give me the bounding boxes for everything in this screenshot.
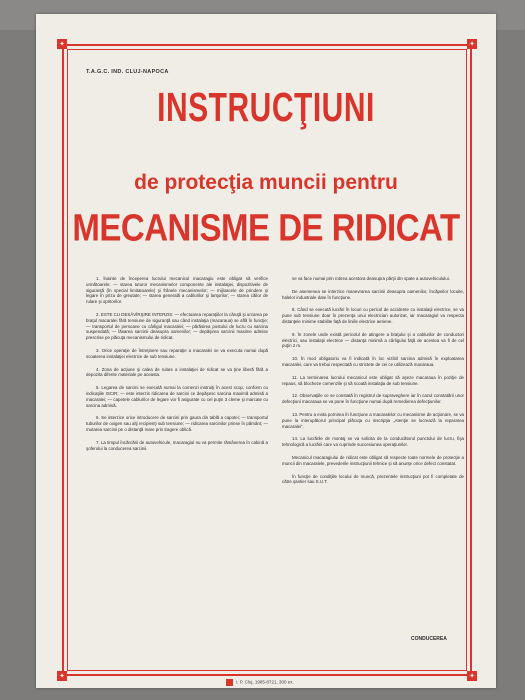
- instruction-paragraph: 13. Pentru a evita pornirea în funcţiune a macaralelor cu mecanisme de acţionare, se va pune la interupătorul principal plăcuţa cu inscripţia „Atenţie se lucrează la repararea macaralei”.: [282, 411, 464, 429]
- instruction-paragraph: 3. Orice operaţie de întreţinere sau reparaţie a macaralei se va executa numai după scoaterea instalaţiei electrice de sub tensiune.: [86, 347, 268, 359]
- title-line-3: MECANISME DE RIDICAT: [72, 206, 460, 249]
- instruction-paragraph: 9. În zonele unde există pericolul de atingere a braţului şi a cablurilor de conductori electrici, sau instalaţii electrice — distanţa minimă a cârligului faţă de acestea va fi de cel puţin 2 m.: [282, 331, 464, 349]
- corner-ornament-icon: ✦: [467, 39, 477, 49]
- corner-ornament-icon: ✦: [57, 39, 67, 49]
- printer-imprint: [226, 679, 294, 686]
- instruction-paragraph: 12. Observaţiile ce se constată în registrul de supraveghere iar în cazul constatării unor defecţiuni macaraua se va pune în funcţiune numai după remedierea defecţiunilor.: [282, 393, 464, 405]
- left-column: [86, 276, 268, 458]
- instruction-paragraph: 14. La lucrările de montaj se va solicita de la conducătorul punctului de lucru, fişa tehnologică a lucrării care va cuprinde succesiunea operaţiunilor.: [282, 436, 464, 448]
- instruction-paragraph: 2. ESTE CU DESĂVÎRŞIRE INTERZIS: — efectuarea reparaţiilor la căruţă şi urcarea pe braţul macaralei fără tensiune de siguranţă sau când instalaţia (macaraua) se află în funcţie; — transportul de persoane cu cârligul macaralei; — părăsirea postului de lucru cu sarcina suspendată; — lăsarea sarcinii deasupra oamenilor; — depăşirea sarcinii maxime admise prescrise pe plăcuţa mecanismului de ridicat.: [86, 311, 268, 341]
- instruction-paragraph: Mecanicul macaragiului de ridicat este obligat să respecte toate normele de protecţie a muncii din macaralele, prevederile instrucţiunii tehnice şi să anunţe orice defect constatat.: [282, 454, 464, 466]
- corner-ornament-icon: ✦: [57, 671, 67, 681]
- instruction-paragraph: 4. Zona de acţiune şi calea de rulare a instalaţiei de ridicat se va ţine liberă fără a depozita diferite materiale pe aceasta.: [86, 366, 268, 378]
- instruction-paragraph: 10. În mod obligatoriu va fi indicată în loc vizibil sarcina admisă în exploatarea macaralei, care va trebui respectată cu strictete de cei ce utilizează macaraua.: [282, 356, 464, 367]
- instruction-paragraph: 8. Când se execută lucrări în locuri cu pericol de accidente cu instalaţii electrice, se va pune sub tensiune doar în prezenţa unui electrician autorizat, iar macaragiul va respecta distanţele minime stabilite faţă de liniile electrice aeriene.: [282, 307, 464, 324]
- printer-logo-icon: [226, 679, 233, 686]
- printer-text: I. P. Cluj, 1985-8721, 300 ex.: [236, 679, 294, 685]
- corner-ornament-icon: ✦: [467, 671, 477, 681]
- signature-label: CONDUCEREA: [411, 636, 447, 642]
- instruction-paragraph: 6. Se interzice orice introducere de sarcini prin gaura din tablă a capotei; — transportul tuburilor de oxigen sau alţi recipienţi sub tensiune; — ridicarea sarcinilor prinse în pământ; — mutarea sarcinii pe o distanţă mare prin tragere oblică.: [86, 415, 268, 432]
- instruction-paragraph: De asemenea se interzice manevrarea sarcinii deasupra oamenilor, încăpeilor locuite, halelor industriale date în funcţiune.: [282, 288, 464, 300]
- instruction-paragraph: se va face numai prin rotirea acestora deasupra părţii din spate a autovehiculului.: [292, 276, 450, 281]
- instruction-paragraph: În funcţie de condiţiile locului de muncă, prezentele instrucţiuni pot fi completate de către şantier sau S.U.T.: [282, 473, 464, 485]
- instruction-paragraph: 5. Legarea de sarcini se execută numai la comenzi instruiţi în acest scop, conform cu indicaţiile ISCIR; — este interzis ridicarea de sarcini ce depăşesc sarcina maximă admisă a macaralei; — capetele cablurilor de legare vor fi asigurate cu cel puţin 3 cleme şi marcate cu sarcina admisă.: [86, 385, 268, 408]
- organization-name: T.A.G.C. IND. CLUJ-NAPOCA: [86, 69, 169, 75]
- instruction-paragraph: 11. La terminarea lucrului mecanicul este obligat să aşeze macaraua în poziţie de repaus, să blocheze comenzile şi să scoată instalaţia de sub tensiune.: [282, 374, 464, 386]
- instruction-paragraph: 1. Înainte de începerea lucrului mecanicul macaragiu este obligat să verifice următoarele: — starea tuturor mecanismelor componente ale instalaţiei, dispozitivele de siguranţă (în special limitatoarele) şi frânele mecanismelor; — mijloacele de prindere şi legare în priza de greutate; — starea generală a cablurilor şi lanţurilor; — starea căilor de rulare şi opritorilor.: [86, 276, 268, 305]
- title-line-1: INSTRUCŢIUNI: [157, 86, 375, 131]
- title-line-2: de protecţia muncii pentru: [134, 171, 398, 194]
- right-column: [282, 276, 464, 492]
- poster-sheet: [36, 14, 496, 688]
- instruction-paragraph: 7. La timpul încărcării de autovehicule, macaragiul nu va permite rămânerea în cabină a şoferului la conducerea sarcinii.: [86, 439, 268, 451]
